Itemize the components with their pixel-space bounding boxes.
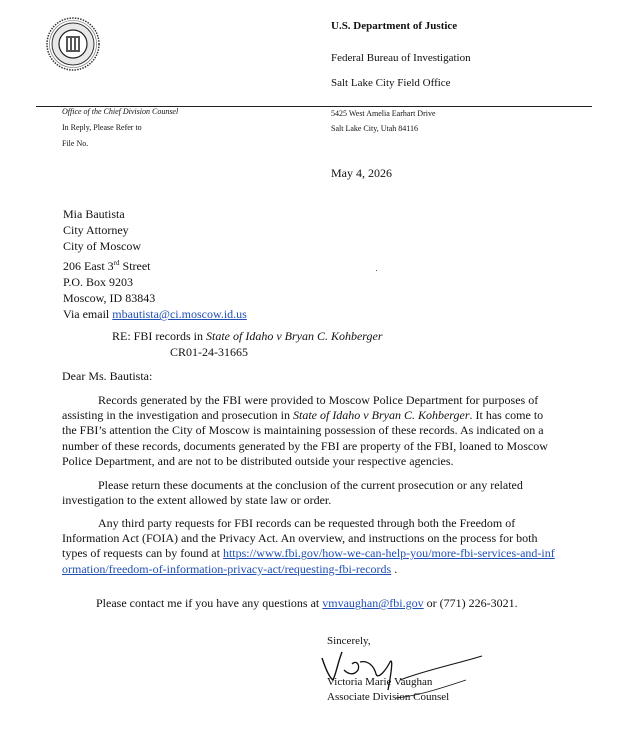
scan-speck xyxy=(376,270,377,271)
p1-text-a: Records generated by the FBI were provided to Moscow Police Department for purposes of assisting in the investigation and prosecution in xyxy=(62,393,539,423)
street-name: Street xyxy=(119,258,151,273)
recipient-email-line xyxy=(63,306,247,322)
recipient-po-box: P.O. Box 9203 xyxy=(63,274,134,289)
body-paragraph-3 xyxy=(62,516,557,577)
p1-case-name: State of Idaho v Bryan C. Kohberger xyxy=(292,408,470,423)
field-office-name: Salt Lake City Field Office xyxy=(331,77,451,89)
contact-email-link[interactable]: vmvaughan@fbi.gov xyxy=(322,596,424,610)
re-prefix: RE: FBI records in xyxy=(112,329,206,343)
file-number-label: File No. xyxy=(62,139,89,148)
signatory-title: Associate Division Counsel xyxy=(327,691,450,703)
p2-text: Please return these documents at the conclusion of the current prosecution or any related investigation to the extent allowed by state law or order. xyxy=(62,478,523,508)
office-address-line2: Salt Lake City, Utah 84116 xyxy=(331,124,418,133)
sincerely: Sincerely, xyxy=(327,635,371,647)
bureau-name: Federal Bureau of Investigation xyxy=(331,52,471,64)
recipient-organization: City of Moscow xyxy=(63,239,141,254)
recipient-title: City Attorney xyxy=(63,223,129,238)
signatory-name: Victoria Marie Vaughan xyxy=(327,676,433,688)
recipient-email-link[interactable]: mbautista@ci.moscow.id.us xyxy=(112,307,247,322)
body-paragraph-2 xyxy=(62,478,557,508)
department-name: U.S. Department of Justice xyxy=(331,20,458,32)
office-address-line1: 5425 West Amelia Earhart Drive xyxy=(331,109,436,118)
street-ordinal: rd xyxy=(113,258,120,267)
contact-phone: or (771) 226-3021. xyxy=(423,596,518,610)
street-number: 206 East 3 xyxy=(63,258,114,273)
in-reply-refer: In Reply, Please Refer to xyxy=(62,123,142,132)
foia-records-link[interactable]: https://www.fbi.gov/how-we-can-help-you/more-fbi-services-and-information/freedom-of-information-privacy-act/requesting-fbi-records xyxy=(62,546,555,576)
re-subject-block xyxy=(112,328,383,360)
letter-date: May 4, 2026 xyxy=(331,166,392,180)
salutation: Dear Ms. Bautista: xyxy=(62,369,153,383)
body-paragraph-1 xyxy=(62,393,557,469)
fbi-seal-icon xyxy=(46,17,100,71)
p3-text-b: . xyxy=(391,561,398,576)
recipient-name: Mia Bautista xyxy=(63,207,125,221)
recipient-city: Moscow, ID 83843 xyxy=(63,291,156,306)
recipient-address-block xyxy=(63,206,247,322)
contact-prefix: Please contact me if you have any questions at xyxy=(96,596,323,610)
re-case-name: State of Idaho v Bryan C. Kohberger xyxy=(206,329,383,343)
contact-line xyxy=(96,596,518,611)
p3-text-a: Any third party requests for FBI records can be requested through both the Freedom of Information Act (FOIA) and the Privacy Act. An overview, and instructions on the process for both types of requests can by found at xyxy=(62,516,538,561)
email-prefix: Via email xyxy=(63,307,113,322)
p1-text-b: . It has come to the FBI’s attention the City of Moscow is maintaining possession of these records. As indicated on a number of these records, documents generated by the FBI are property of the FBI, loaned to Moscow Police Department, and are not to be distributed outside your respective agencies. xyxy=(62,408,548,468)
re-line xyxy=(112,328,383,344)
re-case-number: CR01-24-31665 xyxy=(170,345,248,359)
recipient-street xyxy=(63,255,247,274)
office-of-chief-division-counsel: Office of the Chief Division Counsel xyxy=(62,107,179,116)
signatory-block xyxy=(327,675,449,705)
